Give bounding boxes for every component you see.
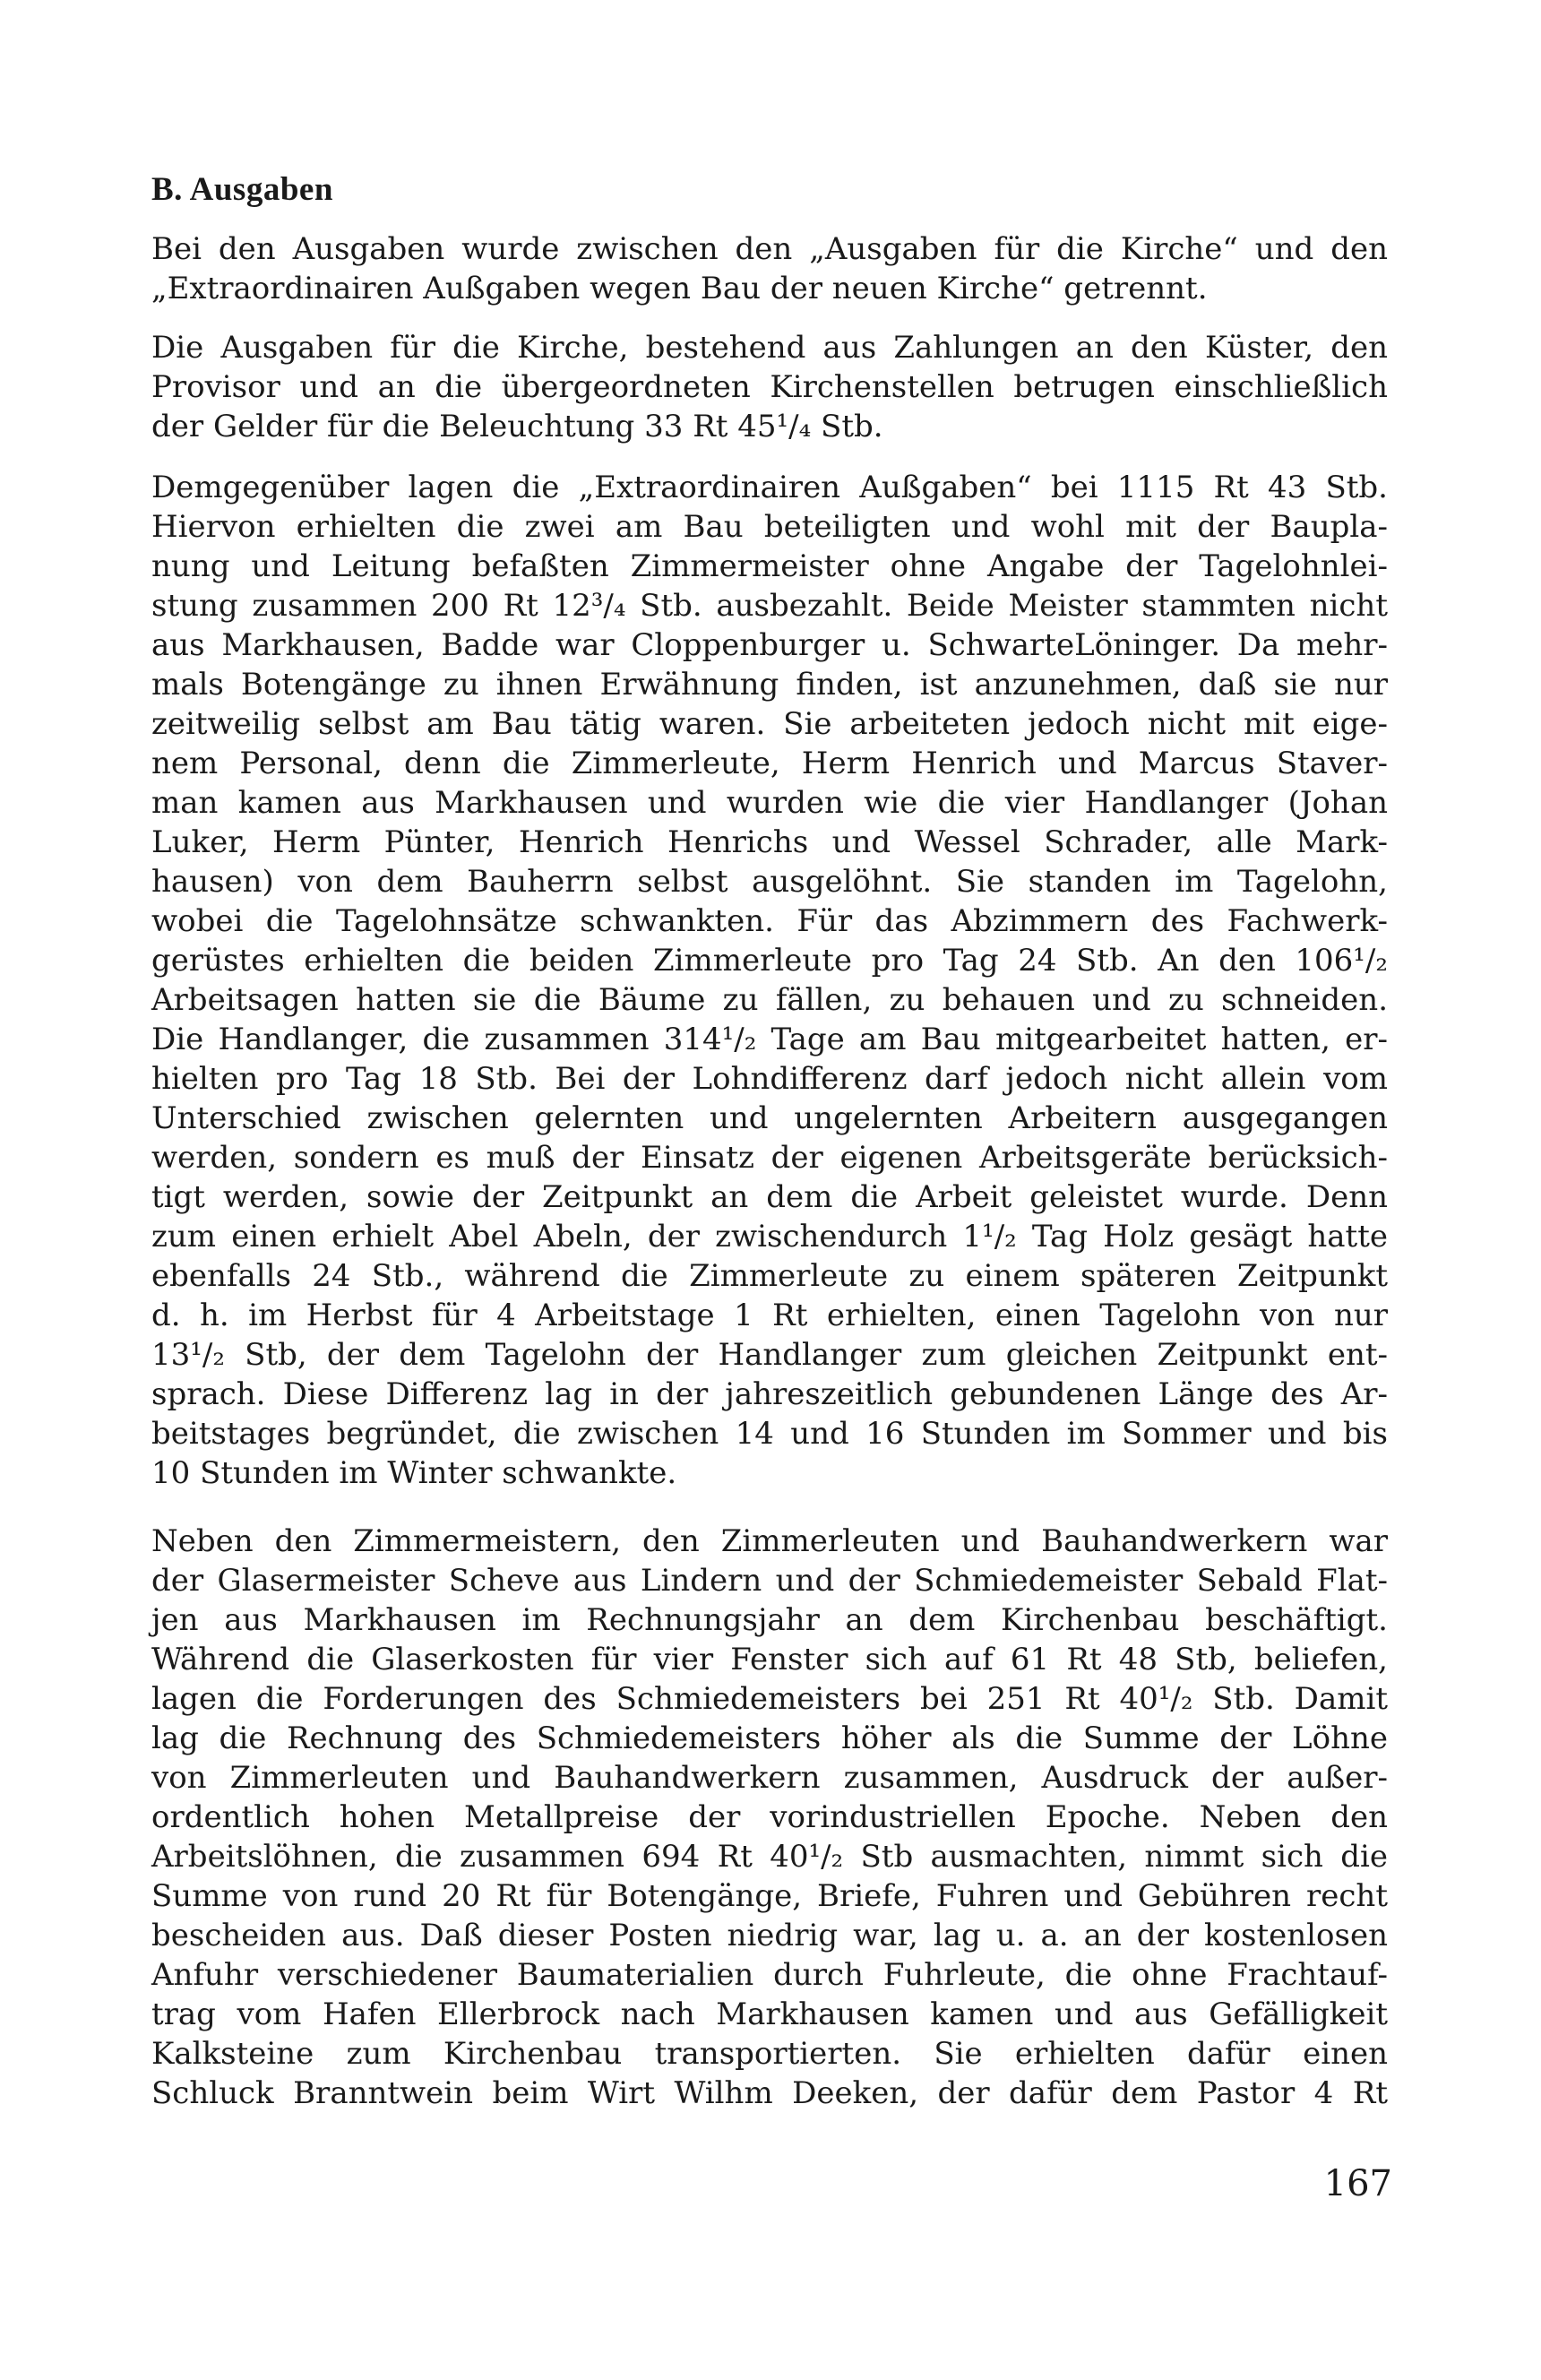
text-line: mals Botengänge zu ihnen Erwähnung finden, ist anzunehmen, daß sie nur (151, 667, 1388, 703)
text-line: Die Ausgaben für die Kirche, bestehend aus Zahlungen an den Küster, den (151, 330, 1388, 366)
text-line: „Extraordinairen Außgaben wegen Bau der neuen Kirche“ getrennt. (151, 271, 1208, 306)
text-line: tigt werden, sowie der Zeitpunkt an dem die Arbeit geleistet wurde. Denn (151, 1179, 1388, 1215)
text-line: ordentlich hohen Metallpreise der vorindustriellen Epoche. Neben den (151, 1799, 1388, 1835)
text-line: Schluck Branntwein beim Wirt Wilhm Deeken, der dafür dem Pastor 4 Rt (151, 2075, 1388, 2111)
text-line: Anfuhr verschiedener Baumaterialien durch Fuhrleute, die ohne Frachtauf- (151, 1957, 1388, 1993)
text-line: zeitweilig selbst am Bau tätig waren. Sie arbeiteten jedoch nicht mit eige- (151, 706, 1388, 742)
text-line: Kalksteine zum Kirchenbau transportierten. Sie erhielten dafür einen (151, 2036, 1388, 2072)
text-line: werden, sondern es muß der Einsatz der eigenen Arbeitsgeräte berücksich- (151, 1140, 1388, 1176)
text-line: nem Personal, denn die Zimmerleute, Herm Henrich und Marcus Staver- (151, 746, 1388, 781)
text-line: lag die Rechnung des Schmiedemeisters höher als die Summe der Löhne (151, 1720, 1388, 1756)
section-heading: B. Ausgaben (151, 171, 333, 208)
text-line: Provisor und an die übergeordneten Kirchenstellen betrugen einschließlich (151, 369, 1388, 405)
text-line: bescheiden aus. Daß dieser Posten niedrig war, lag u. a. an der kostenlosen (151, 1918, 1388, 1953)
page-number: 167 (1323, 2163, 1392, 2204)
text-line: hielten pro Tag 18 Stb. Bei der Lohndifferenz darf jedoch nicht allein vom (151, 1061, 1388, 1097)
text-line: aus Markhausen, Badde war Cloppenburger u. SchwarteLöninger. Da mehr- (151, 627, 1388, 663)
text-line: 13¹/₂ Stb, der dem Tagelohn der Handlanger zum gleichen Zeitpunkt ent- (151, 1337, 1388, 1373)
text-line: der Glasermeister Scheve aus Lindern und der Schmiedemeister Sebald Flat- (151, 1563, 1388, 1599)
text-line: der Gelder für die Beleuchtung 33 Rt 45¹/₄ Stb. (151, 409, 883, 444)
text-line: Hiervon erhielten die zwei am Bau beteiligten und wohl mit der Baupla- (151, 509, 1388, 545)
text-line: hausen) von dem Bauherrn selbst ausgelöhnt. Sie standen im Tagelohn, (151, 864, 1388, 900)
text-line: stung zusammen 200 Rt 12³/₄ Stb. ausbezahlt. Beide Meister stammten nicht (151, 588, 1388, 624)
paragraph-4 (151, 1522, 1388, 2113)
text-line: Arbeitsagen hatten sie die Bäume zu fällen, zu behauen und zu schneiden. (151, 982, 1388, 1018)
text-line: von Zimmerleuten und Bauhandwerkern zusammen, Ausdruck der außer- (151, 1760, 1388, 1796)
text-line: 10 Stunden im Winter schwankte. (151, 1455, 677, 1491)
text-line: nung und Leitung befaßten Zimmermeister ohne Angabe der Tagelohnlei- (151, 548, 1388, 584)
text-line: Unterschied zwischen gelernten und ungelernten Arbeitern ausgegangen (151, 1100, 1388, 1136)
text-line: Demgegenüber lagen die „Extraordinairen Außgaben“ bei 1115 Rt 43 Stb. (151, 470, 1388, 505)
text-line: Summe von rund 20 Rt für Botengänge, Briefe, Fuhren und Gebühren recht (151, 1878, 1388, 1914)
text-line: lagen die Forderungen des Schmiedemeisters bei 251 Rt 40¹/₂ Stb. Damit (151, 1681, 1388, 1717)
text-line: ebenfalls 24 Stb., während die Zimmerleute zu einem späteren Zeitpunkt (151, 1258, 1388, 1294)
text-line: zum einen erhielt Abel Abeln, der zwischendurch 1¹/₂ Tag Holz gesägt hatte (151, 1219, 1388, 1255)
text-line: Neben den Zimmermeistern, den Zimmerleuten und Bauhandwerkern war (151, 1523, 1388, 1559)
text-line: gerüstes erhielten die beiden Zimmerleute pro Tag 24 Stb. An den 106¹/₂ (151, 943, 1388, 979)
text-line: beitstages begründet, die zwischen 14 und 16 Stunden im Sommer und bis (151, 1416, 1388, 1452)
text-line: Arbeitslöhnen, die zusammen 694 Rt 40¹/₂ Stb ausmachten, nimmt sich die (151, 1839, 1388, 1875)
paragraph-3 (151, 468, 1388, 1493)
text-line: Luker, Herm Pünter, Henrich Henrichs und Wessel Schrader, alle Mark- (151, 824, 1388, 860)
text-line: sprach. Diese Differenz lag in der jahreszeitlich gebundenen Länge des Ar- (151, 1376, 1388, 1412)
text-line: trag vom Hafen Ellerbrock nach Markhausen kamen und aus Gefälligkeit (151, 1996, 1388, 2032)
paragraph-1 (151, 229, 1388, 308)
text-line: wobei die Tagelohnsätze schwankten. Für das Abzimmern des Fachwerk- (151, 903, 1388, 939)
text-line: jen aus Markhausen im Rechnungsjahr an dem Kirchenbau beschäftigt. (151, 1602, 1388, 1638)
text-line: d. h. im Herbst für 4 Arbeitstage 1 Rt erhielten, einen Tagelohn von nur (151, 1298, 1388, 1333)
text-line: Bei den Ausgaben wurde zwischen den „Ausgaben für die Kirche“ und den (151, 231, 1388, 267)
paragraph-2 (151, 328, 1388, 446)
text-line: man kamen aus Markhausen und wurden wie die vier Handlanger (Johan (151, 785, 1388, 821)
text-line: Während die Glaserkosten für vier Fenster sich auf 61 Rt 48 Stb, beliefen, (151, 1642, 1388, 1677)
text-line: Die Handlanger, die zusammen 314¹/₂ Tage am Bau mitgearbeitet hatten, er- (151, 1022, 1388, 1057)
